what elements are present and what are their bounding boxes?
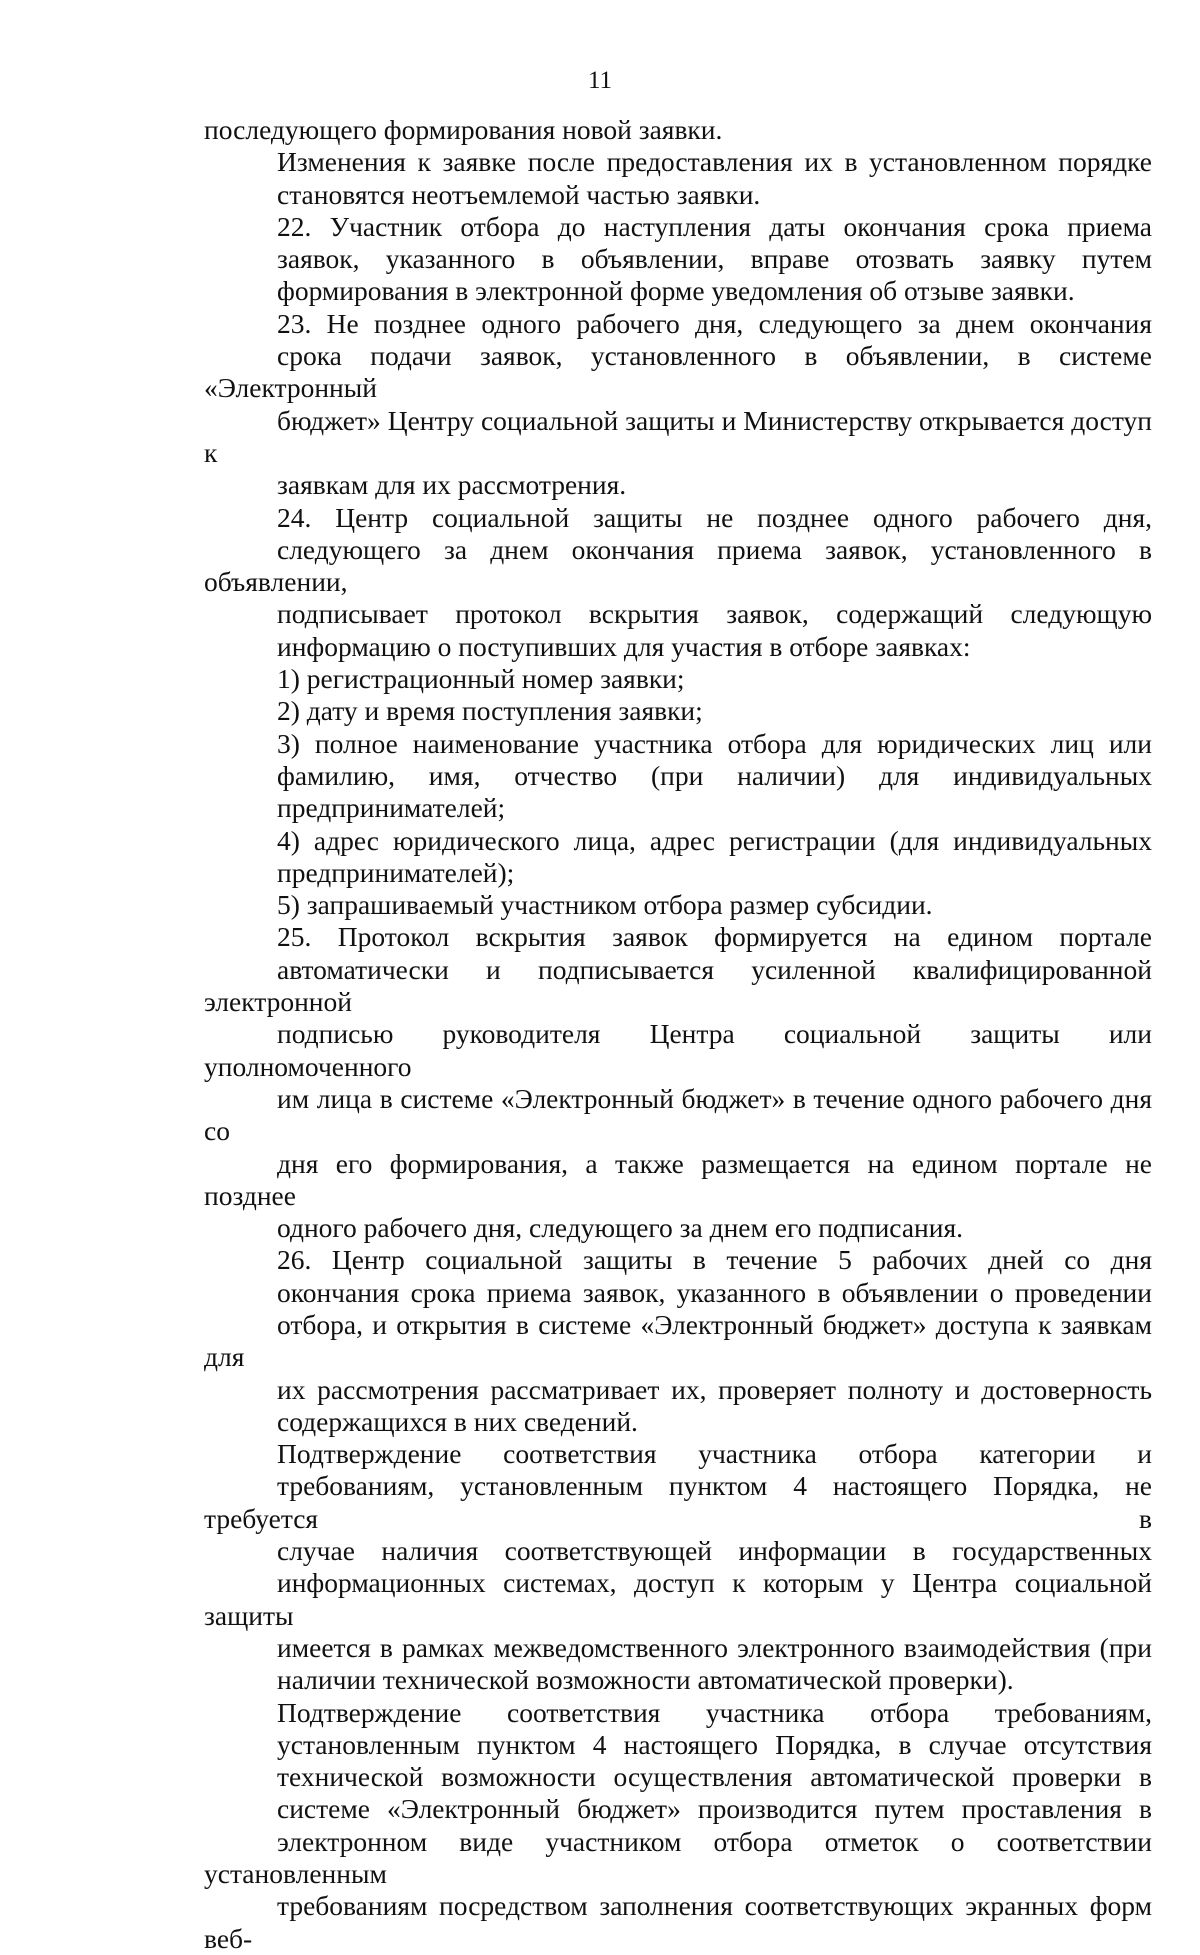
paragraph (204, 1244, 1152, 1438)
paragraph (204, 728, 1152, 825)
paragraph (204, 663, 1152, 695)
text-line: содержащихся в них сведений. (277, 1405, 638, 1437)
text-line: информационных системах, доступ к которым у Центра социальной защиты (204, 1567, 1152, 1631)
text-line: становятся неотъемлемой частью заявки. (277, 178, 761, 210)
text-line: 24. Центр социальной защиты не позднее одного рабочего дня, (277, 501, 1152, 533)
text-line: одного рабочего дня, следующего за днем его подписания. (277, 1212, 964, 1244)
paragraph (204, 889, 1152, 921)
text-line: 3) полное наименование участника отбора для юридических лиц или (277, 727, 1152, 759)
text-line: предпринимателей); (277, 856, 515, 888)
text-line: информацию о поступивших для участия в отборе заявках: (277, 630, 971, 662)
text-line: подписывает протокол вскрытия заявок, содержащий следующую (277, 598, 1152, 630)
paragraph (204, 211, 1152, 308)
text-line: подписью руководителя Центра социальной защиты или уполномоченного (204, 1018, 1152, 1082)
paragraph (204, 502, 1152, 663)
text-line: отбора, и открытия в системе «Электронный бюджет» доступа к заявкам для (204, 1308, 1152, 1373)
text-line: имеется в рамках межведомственного электронного взаимодействия (при (277, 1631, 1152, 1663)
text-line: случае наличия соответствующей информации в государственных (277, 1535, 1152, 1567)
text-line: 1) регистрационный номер заявки; (277, 663, 685, 695)
text-line: Изменения к заявке после предоставления их в установленном порядке (277, 146, 1152, 178)
text-line: предпринимателей; (277, 792, 506, 824)
paragraph (204, 921, 1152, 1244)
text-line: наличии технической возможности автоматической проверки). (277, 1664, 1014, 1696)
text-line: им лица в системе «Электронный бюджет» в течение одного рабочего дня со (204, 1082, 1152, 1147)
text-line: заявкам для их рассмотрения. (277, 469, 627, 501)
text-line: Подтверждение соответствия участника отбора категории и (277, 1438, 1152, 1470)
text-line: автоматически и подписывается усиленной квалифицированной электронной (204, 953, 1152, 1018)
paragraph (204, 1438, 1152, 1696)
text-line: их рассмотрения рассматривает их, проверяет полноту и достоверность (277, 1373, 1152, 1405)
paragraph (204, 695, 1152, 727)
paragraph (204, 146, 1152, 211)
text-line: бюджет» Центру социальной защиты и Министерству открывается доступ к (204, 404, 1152, 468)
text-line: фамилию, имя, отчество (при наличии) для индивидуальных (277, 759, 1152, 791)
text-line: последующего формирования новой заявки. (204, 114, 723, 145)
paragraph (204, 114, 1152, 146)
text-line: 23. Не позднее одного рабочего дня, следующего за днем окончания (277, 307, 1152, 339)
text-line: заявок, указанного в объявлении, вправе отозвать заявку путем (277, 243, 1152, 275)
text-line: формирования в электронной форме уведомления об отзыве заявки. (277, 275, 1075, 307)
text-line: требованиям, установленным пунктом 4 настоящего Порядка, не требуется в (204, 1470, 1152, 1534)
document-body (204, 114, 1152, 1955)
text-line: следующего за днем окончания приема заявок, установленного в объявлении, (204, 533, 1152, 598)
text-line: технической возможности осуществления автоматической проверки в (277, 1761, 1152, 1793)
text-line: срока подачи заявок, установленного в объявлении, в системе «Электронный (204, 340, 1152, 404)
text-line: 5) запрашиваемый участником отбора размер субсидии. (277, 889, 933, 921)
text-line: электронном виде участником отбора отметок о соответствии установленным (204, 1825, 1152, 1890)
text-line: окончания срока приема заявок, указанного в объявлении о проведении (277, 1276, 1152, 1308)
text-line: 26. Центр социальной защиты в течение 5 рабочих дней со дня (277, 1244, 1152, 1276)
paragraph (204, 308, 1152, 502)
text-line: 4) адрес юридического лица, адрес регистрации (для индивидуальных (277, 824, 1152, 856)
text-line: 25. Протокол вскрытия заявок формируется на едином портале (277, 921, 1152, 953)
text-line: дня его формирования, а также размещается на едином портале не позднее (204, 1147, 1152, 1211)
paragraph (204, 1697, 1152, 1955)
text-line: требованиям посредством заполнения соответствующих экранных форм веб- (204, 1890, 1152, 1954)
text-line: Подтверждение соответствия участника отбора требованиям, (277, 1696, 1152, 1728)
text-line: системе «Электронный бюджет» производится путем проставления в (277, 1793, 1152, 1825)
paragraph (204, 825, 1152, 890)
page-number: 11 (587, 67, 613, 94)
text-line: 22. Участник отбора до наступления даты окончания срока приема (277, 210, 1152, 242)
text-line: установленным пунктом 4 настоящего Порядка, в случае отсутствия (277, 1728, 1152, 1760)
text-line: 2) дату и время поступления заявки; (277, 695, 703, 727)
